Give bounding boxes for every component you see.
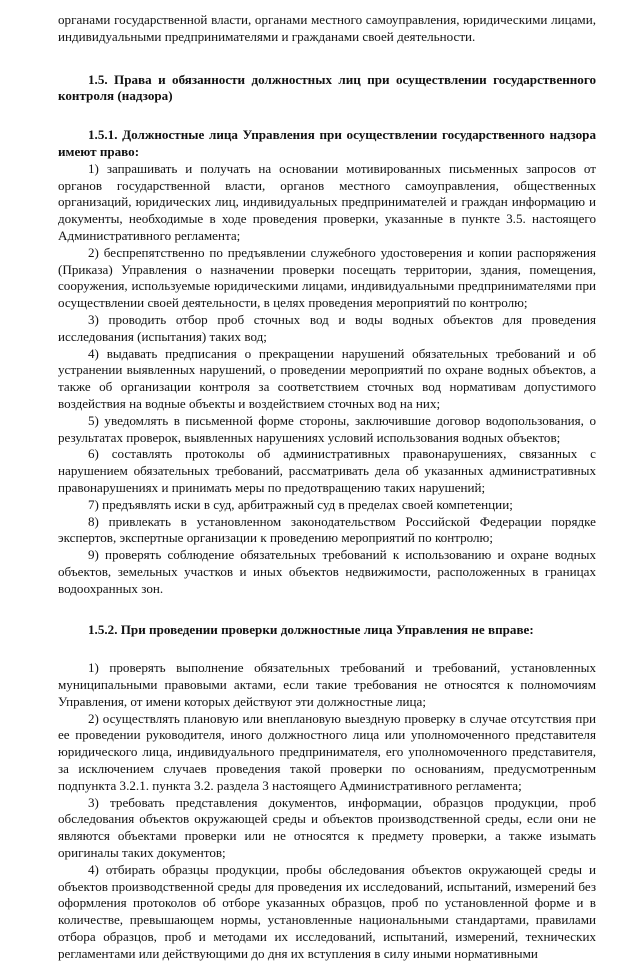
subsection-1-item-9: 9) проверять соблюдение обязательных требований к использованию и охране водных объектов, земельных участков и иных объектов недвижимости, расположенных в границах водоохранных зон. bbox=[58, 547, 596, 596]
section-heading: 1.5. Права и обязанности должностных лиц при осуществлении государственного контроля (надзора) bbox=[58, 71, 596, 104]
subsection-2-heading: 1.5.2. При проведении проверки должностные лица Управления не вправе: bbox=[88, 621, 534, 637]
subsection-1-item-5: 5) уведомлять в письменной форме стороны, заключившие договор водопользования, о результатах проверок, выявленных нарушениях условий использования водных объектов; bbox=[58, 412, 596, 445]
subsection-2-item-2: 2) осуществлять плановую или внеплановую выездную проверку в случае отсутствия при ее проведении руководителя, иного должностного лица или уполномоченного представителя юридического лица, индивидуального предпринимателя, его уполномоченного представителя, за исключением случаев проведения такой проверки по основаниям, предусмотренным подпункта 3.2.1. пункта 3.2. раздела 3 настоящего Административного регламента; bbox=[58, 710, 596, 793]
subsection-1-item-2: 2) беспрепятственно по предъявлении служебного удостоверения и копии распоряжения (Приказа) Управления о назначении проверки посещать территории, здания, помещения, сооружения, используемые юридическими лицами, индивидуальными предпринимателями при осуществлении своей деятельности, в целях проведения мероприятий по контролю; bbox=[58, 244, 596, 311]
subsection-2-item-4: 4) отбирать образцы продукции, пробы обследования объектов окружающей среды и объектов производственной среды для проведения их исследований, испытаний, измерений без оформления протоколов об отборе указанных образцов, проб по установленной форме и в количестве, превышающем нормы, установленные национальными стандартами, правилами отбора образцов, проб и методами их исследований, испытаний, измерений, технических регламентами или действующими до дня их вступления в силу иными нормативными bbox=[58, 861, 596, 961]
subsection-1-item-7: 7) предъявлять иски в суд, арбитражный суд в пределах своей компетенции; bbox=[88, 496, 513, 512]
subsection-1-item-8: 8) привлекать в установленном законодательством Российской Федерации порядке экспертов, экспертные организации к проведению мероприятий по контролю; bbox=[58, 513, 596, 546]
subsection-1-item-4: 4) выдавать предписания о прекращении нарушений обязательных требований и об устранении выявленных нарушений, о проведении мероприятий по охране водных объектов, а также об организации контроля за соответствием сточных вод нормативам допустимого воздействия на водные объекты и воздействием сточных вод на них; bbox=[58, 345, 596, 411]
subsection-1-item-1: 1) запрашивать и получать на основании мотивированных письменных запросов от органов государственной власти, органов местного самоуправления, общественных организаций, юридических лиц, индивидуальных предпринимателей и граждан информацию и документы, необходимые в ходе проведения проверки, указанные в пункте 3.5. настоящего Административного регламента; bbox=[58, 160, 596, 243]
intro-paragraph: органами государственной власти, органами местного самоуправления, юридическими лицами, индивидуальными предпринимателями и гражданами своей деятельности. bbox=[58, 12, 596, 44]
subsection-1-item-6: 6) составлять протоколы об административных правонарушениях, связанных с нарушением обязательных требований, рассматривать дела об указанных административных правонарушениях и принимать меры по предотвращению таких нарушений; bbox=[58, 446, 596, 495]
subsection-2-item-1: 1) проверять выполнение обязательных требований и требований, установленных муниципальными правовыми актами, если такие требования не относятся к полномочиям Управления, от имени которых действуют эти должностные лица; bbox=[58, 660, 596, 709]
subsection-2-item-3: 3) требовать представления документов, информации, образцов продукции, проб обследования объектов окружающей среды и объектов производственной среды, если они не являются объектами проверки или не относятся к предмету проверки, а также изымать оригиналы таких документов; bbox=[58, 794, 596, 861]
subsection-1-item-3: 3) проводить отбор проб сточных вод и воды водных объектов для проведения исследования (испытания) таких вод; bbox=[58, 311, 596, 344]
subsection-1-heading: 1.5.1. Должностные лица Управления при осуществлении государственного надзора имеют право: bbox=[58, 127, 596, 159]
